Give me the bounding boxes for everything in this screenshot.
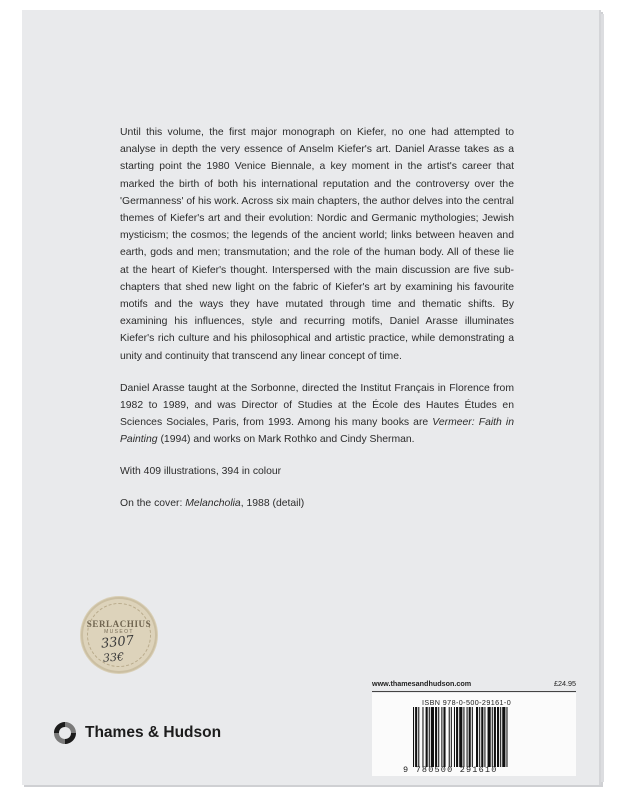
barcode-number: 9 780500 291610 <box>403 765 498 775</box>
barcode-bar <box>418 707 419 767</box>
barcode-bar <box>469 707 471 767</box>
barcode-bar <box>467 707 468 767</box>
sticker-museum-sub: MUSEOT <box>104 629 134 635</box>
isbn-label: ISBN 978-0-500-29161-0 <box>422 698 512 707</box>
barcode-bar <box>494 707 496 767</box>
barcode-bar <box>441 707 442 767</box>
barcode-bar <box>497 707 499 767</box>
barcode-bar <box>454 707 455 767</box>
publisher-logo <box>52 721 221 745</box>
cover-artwork-title: Melancholia <box>185 498 241 510</box>
barcode-bar <box>456 707 458 767</box>
barcode-bar <box>426 707 428 767</box>
barcode-bar <box>500 707 501 767</box>
barcode-panel <box>372 693 576 776</box>
publisher-name: Thames & Hudson <box>85 724 222 741</box>
barcode-bar <box>506 707 507 767</box>
website-price-row <box>372 679 576 688</box>
barcode-bar <box>481 707 483 767</box>
cover-credit <box>120 495 514 512</box>
barcode-bar <box>435 707 437 767</box>
publisher-website: www.thamesandhudson.com <box>372 679 472 688</box>
book-title-vermeer: Vermeer: Faith in Painting <box>120 417 514 446</box>
barcode-bar <box>451 707 452 767</box>
cover-credit-date: , 1988 (detail) <box>240 498 305 510</box>
barcode-bar <box>502 707 505 767</box>
museum-price-sticker <box>81 597 157 673</box>
barcode-bar <box>438 707 439 767</box>
author-bio-text: Daniel Arasse taught at the Sorbonne, directed the Institut Français in Florence from 1982 to 1989, and was Director of Studies at the École des Hautes Études en Sciences Sociales, Paris, from 1993. Among his many books are <box>120 382 514 429</box>
sticker-handwritten-code: 3307 <box>100 633 135 652</box>
barcode-bar <box>429 707 430 767</box>
blurb-paragraph-1: Until this volume, the first major monograph on Kiefer, no one had attempted to analyse in depth the very essence of Anselm Kiefer's art. Daniel Arasse takes as a starting point the 1980 Venice Biennale, a key moment in the artist's career that marked the birth of both his international reputation and the controversy over the 'Germanness' of his work. Across six main chapters, the author delves into the central themes of Kiefer's art and their evolution: Nordic and Germanic mythologies; Jewish mysticism; the cosmos; the legends of the ancient world; links between heaven and earth, gods and men; transmutation; and the role of the human body. All of these lie at the heart of Kiefer's thought. Interspersed with the main discussion are five sub-chapters that shed new light on the fabric of Kiefer's art by examining his favourite motifs and the ways they have mutated through time and thematic shifts. By examining his influences, style and recurring motifs, Daniel Arasse illuminates Kiefer's rich culture and his philosophical and artistic practice, while demonstrating a unity and continuity that transcend any linear concept of time. <box>120 127 514 362</box>
barcode-bar <box>431 707 434 767</box>
sticker-handwritten-price: 33€ <box>102 650 125 665</box>
barcode-bar <box>422 707 423 767</box>
thames-hudson-logo-icon <box>52 721 78 745</box>
book-price: £24.95 <box>554 679 576 688</box>
barcode-bar <box>476 707 478 767</box>
sticker-museum-name: SERLACHIUS <box>86 619 152 629</box>
barcode-bar <box>479 707 480 767</box>
barcode <box>412 707 562 767</box>
barcode-bar <box>488 707 491 767</box>
barcode-bar <box>443 707 445 767</box>
author-bio <box>120 380 514 449</box>
barcode-bar <box>449 707 450 767</box>
barcode-bar <box>459 707 462 767</box>
barcode-bar <box>463 707 464 767</box>
divider <box>372 691 576 692</box>
barcode-bar <box>413 707 414 767</box>
barcode-bar <box>472 707 473 767</box>
author-bio-end: (1994) and works on Mark Rothko and Cindy Sherman. <box>157 434 415 446</box>
cover-credit-label: On the cover: <box>120 498 186 510</box>
illustrations-note: With 409 illustrations, 394 in colour <box>120 466 282 478</box>
cover-edge <box>601 14 604 782</box>
barcode-bar <box>484 707 485 767</box>
barcode-bar <box>492 707 493 767</box>
barcode-bar <box>415 707 417 767</box>
blurb-text <box>120 124 514 527</box>
